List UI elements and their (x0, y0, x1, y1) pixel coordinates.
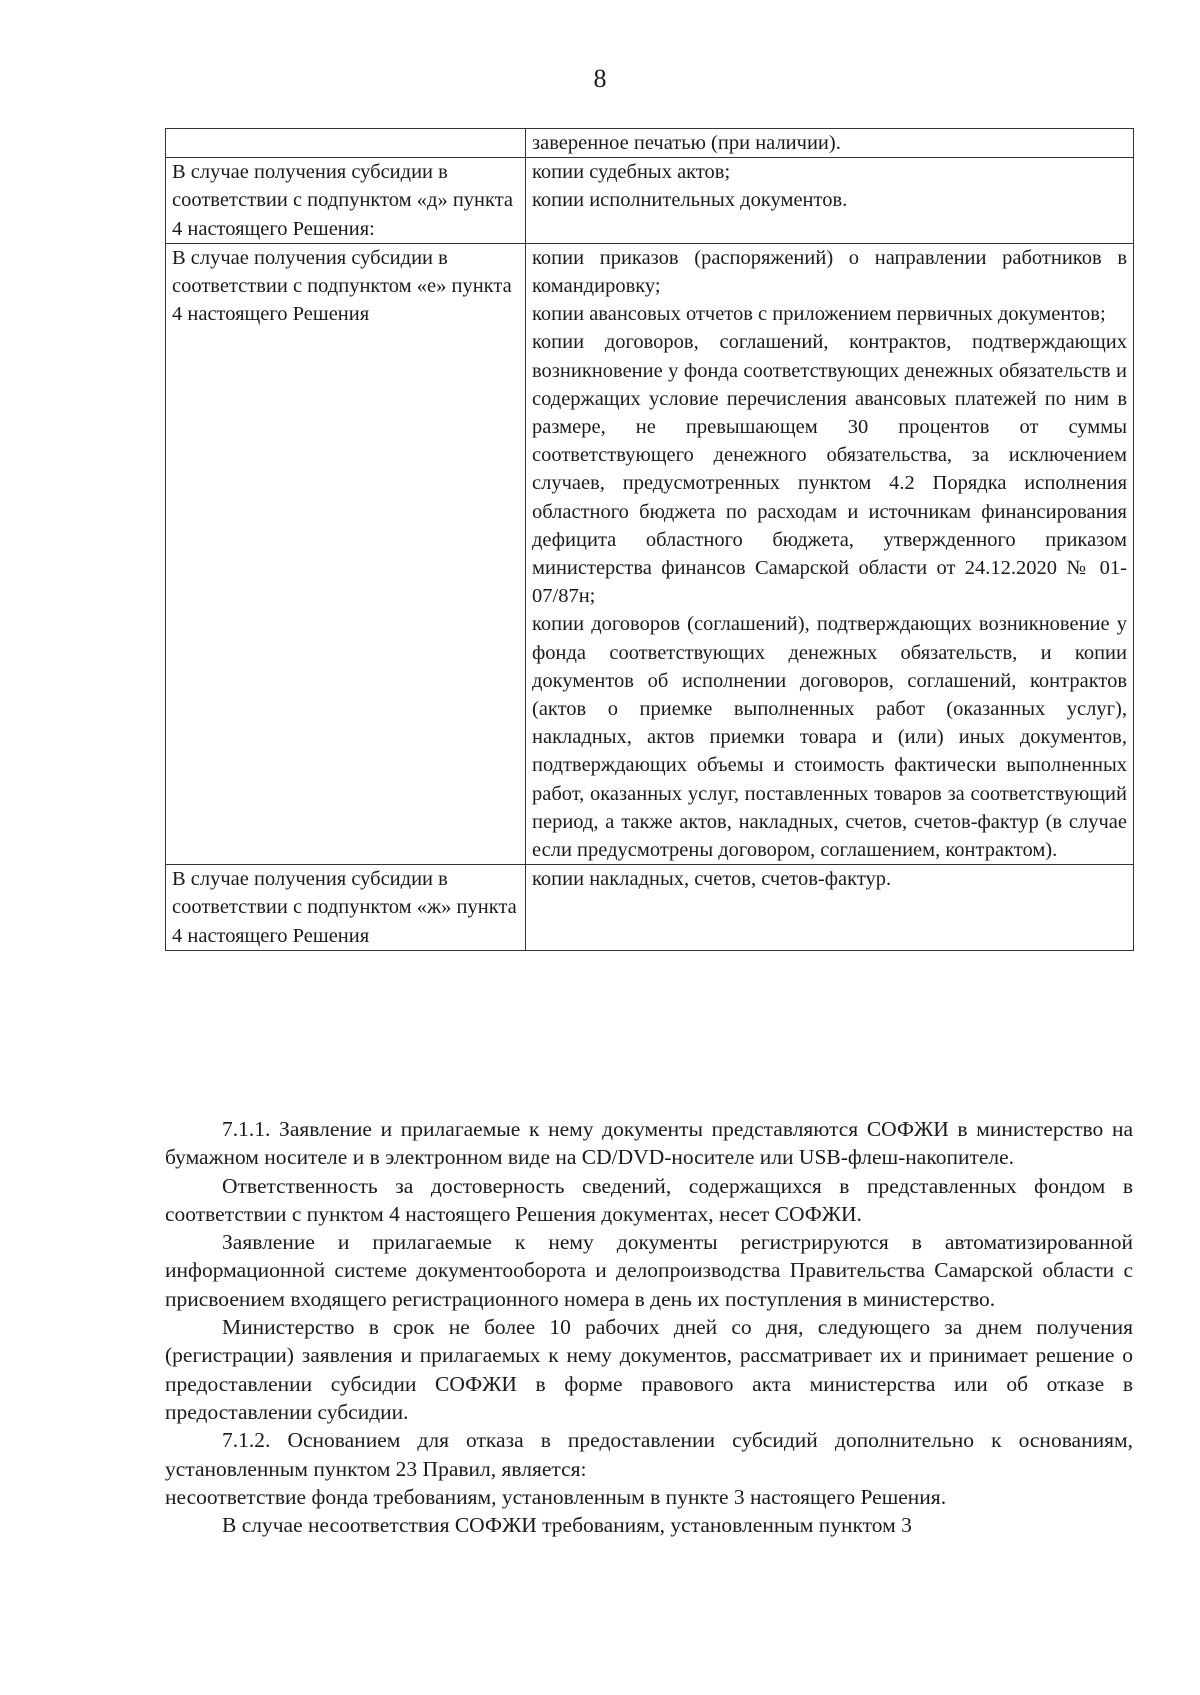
table-row (166, 158, 1134, 244)
documents-cell (526, 243, 1134, 864)
paragraph: несоответствие фонда требованиям, установленным в пункте 3 настоящего Решения. (165, 1484, 947, 1509)
documents-cell (526, 158, 1134, 244)
document-item: копии авансовых отчетов с приложением первичных документов; (532, 303, 1106, 326)
condition-cell (166, 865, 526, 951)
condition-cell (166, 129, 526, 158)
condition-cell (166, 158, 526, 244)
documents-table (165, 128, 1134, 951)
paragraph: В случае несоответствия СОФЖИ требованиям, установленным пунктом 3 (222, 1513, 912, 1538)
document-item: копии договоров (соглашений), подтверждающих возникновение у фонда соответствующих денежных обязательств, и копии документов об исполнении договоров, соглашений, контрактов (актов о приемке выполненных работ (оказанных услуг), накладных, актов приемки товара и (или) иных документов, подтверждающих объемы и стоимость фактически выполненных работ, оказанных услуг, поставленных товаров за соответствующий период, а также актов, накладных, счетов, счетов-фактур (в случае если предусмотрены договором, соглашением, контрактом). (532, 613, 1127, 862)
condition-cell (166, 243, 526, 864)
condition-text: В случае получения субсидии в соответствии с подпунктом «ж» пункта 4 настоящего Решения (172, 868, 517, 947)
table-row (166, 865, 1134, 951)
paragraph: Заявление и прилагаемые к нему документы регистрируются в автоматизированной информационной системе документооборота и делопроизводства Правительства Самарской области с присвоением входящего регистрационного номера в день их поступления в министерство. (165, 1230, 1133, 1311)
document-item: копии накладных, счетов, счетов-фактур. (532, 868, 892, 891)
paragraph: 7.1.1. Заявление и прилагаемые к нему документы представляются СОФЖИ в министерство на бумажном носителе и в электронном виде на CD/DVD-носителе или USB-флеш-накопителе. (165, 1117, 1133, 1170)
document-item: заверенное печатью (при наличии). (532, 132, 841, 154)
condition-text: В случае получения субсидии в соответствии с подпунктом «д» пункта 4 настоящего Решения: (172, 161, 514, 240)
documents-cell (526, 129, 1134, 158)
document-item: копии договоров, соглашений, контрактов, подтверждающих возникновение у фонда соответствующих денежных обязательств и содержащих условие перечисления авансовых платежей по ним в размере, не превышающем 30 процентов от суммы соответствующего денежного обязательства, за исключением случаев, предусмотренных пунктом 4.2 Порядка исполнения областного бюджета по расходам и источникам финансирования дефицита областного бюджета, утвержденного приказом министерства финансов Самарской области от 24.12.2020 № 01-07/87н; (532, 331, 1127, 608)
body-text (165, 1115, 1133, 1539)
document-item: копии исполнительных документов. (532, 189, 848, 212)
documents-cell (526, 865, 1134, 951)
document-item: копии приказов (распоряжений) о направлении работников в командировку; (532, 246, 1127, 298)
table-row (166, 243, 1134, 864)
paragraph: Министерство в срок не более 10 рабочих дней со дня, следующего за днем получения (регистрации) заявления и прилагаемых к нему документов, рассматривает их и принимает решение о предоставлении субсидии СОФЖИ в форме правового акта министерства или об отказе в предоставлении субсидии. (165, 1315, 1133, 1424)
table-row (166, 129, 1134, 158)
document-item: копии судебных актов; (532, 161, 731, 184)
paragraph: 7.1.2. Основанием для отказа в предоставлении субсидий дополнительно к основаниям, установленным пунктом 23 Правил, является: (165, 1428, 1133, 1481)
page-number: 8 (593, 64, 607, 93)
condition-text: В случае получения субсидии в соответствии с подпунктом «е» пункта 4 настоящего Решения (172, 246, 512, 326)
paragraph: Ответственность за достоверность сведений, содержащихся в представленных фондом в соответствии с пунктом 4 настоящего Решения документах, несет СОФЖИ. (165, 1173, 1133, 1226)
